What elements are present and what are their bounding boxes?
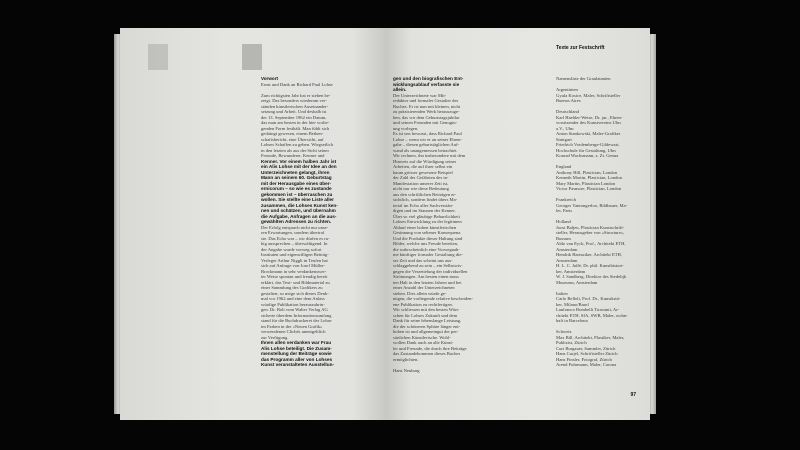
text-line: einer Sammlung des Grafikers zu (261, 285, 323, 290)
bold-text-line: zusammen, die Lohses Kunst ken- (261, 202, 338, 208)
text-line: der 13. September 1962 ein Datum, (261, 114, 327, 120)
bold-text-line: gewählten Adressen zu richten. (261, 219, 332, 224)
signature: Hans Neuburg (393, 367, 420, 373)
author-entry: Curt Burgauer, Sammler, Zürich (556, 345, 616, 351)
text-line: ter Weise spontan und freudig bereit (261, 274, 328, 279)
bold-text-line: nen und schätzen, und übernahm (261, 208, 336, 213)
author-entry: ker, Amsterdam (556, 268, 586, 274)
author-entry: ker, Milano/Basel (556, 301, 589, 307)
bold-text-line: Mann an seinem 60. Geburtstag (261, 175, 332, 180)
text-line: hoben ist und allgemeingut der per- (393, 329, 459, 334)
bold-text-line: gekommen ist – überraschen zu (261, 191, 333, 197)
author-entry: Carlo Belloli, Prof. Dr., Kunstkriti- (556, 296, 621, 301)
author-entry: Buenos Aires (556, 98, 581, 103)
vorwort-title: Vorwort (261, 76, 279, 81)
text-line: zeigt. Das besonders wiederum ver- (261, 98, 327, 103)
author-entry: chitekt ETH, SIA, SWB, Maler, wohn- (556, 312, 628, 318)
bold-text-line: die Aufgabe, Anfragen an die aus- (261, 213, 337, 219)
author-entry: Hendrik Hartsuiker, Architekt ETH, (556, 252, 623, 257)
middle-column (393, 76, 491, 373)
bold-text-line: ernicorum – so wie es zustande (261, 186, 332, 191)
text-line: mal vor 1962 und eine dem Anlass (261, 296, 325, 301)
country-heading: England (556, 164, 572, 169)
text-line: genden Form festhält. Man fühlt sich (261, 125, 330, 131)
author-entry: Konrad Wachsmann, z. Zt. Genua (556, 153, 619, 158)
text-line: ene Publikation zu rechtfertigen. (393, 301, 453, 307)
author-entry: Kenneth Martin, Plastician, London (556, 175, 622, 180)
page-number: 97 (630, 392, 636, 398)
text-line: sie. Das Echo war – wir dürfen es ru- (261, 235, 330, 241)
text-line: sich auf Anfrage von Josef Müller- (261, 263, 326, 268)
text-line: Der Erfolg entsprach nicht nur unse- (261, 224, 329, 230)
author-entry: Joost Baljeu, Plastician Kunstschrift- (556, 224, 625, 230)
author-entry: Karl Haehler-Weise, Dr. jur., Ehren- (556, 114, 623, 120)
text-line: Freunde, Bewunderer, Kenner und (261, 153, 325, 158)
text-line: ser Zeit und das scheint uns aus- (393, 257, 453, 263)
vorwort-column (261, 76, 357, 368)
text-line: ler und Freunde, die durch ihre Beiträge (393, 345, 467, 351)
text-line: gedrängt gewesen, einem Bethen- (261, 131, 324, 136)
author-entry: Gyula Kosice, Maler, Schriftsteller (556, 92, 621, 98)
bold-text-line: ein Alis Lohse mit der Idee an den (261, 164, 337, 169)
text-line: Lohses Entwicklung zu der legitimen (393, 219, 462, 224)
text-line: sicherte überdem Informationsumfang (261, 312, 332, 318)
text-line: verwendenen Clichés unentgeltlich (261, 329, 326, 334)
text-line: Zum richtigsten Jahr hat er stehen be- (261, 92, 331, 98)
bold-text-line: gen und den biografischen Ent- (393, 76, 464, 81)
text-line: setzung und Arbeit. Und deshalb ist (261, 109, 327, 114)
author-entry: ler, Paris (556, 208, 573, 213)
text-line: Verleger Arthur Niggli in Teufen hat (261, 257, 328, 263)
text-line: erklärt, das Text- und Bildmaterial zu (261, 279, 330, 285)
text-line: me künftiger formaler Gestaltung die- (393, 252, 463, 257)
text-line: nicht nur wie diese Bedeutung (393, 186, 449, 191)
country-heading: Frankreich (556, 197, 576, 202)
text-line: Wir schliessen mit den besten Wün- (393, 307, 460, 312)
text-line: und seinen Freunden mit Genugtu- (393, 120, 458, 125)
bold-text-line: menstellung der Beiträge sowie (261, 351, 332, 356)
text-line: Wir rechnen, ihn insbesondere mit dem (393, 153, 466, 158)
text-line: sönlichen Künstlerische. Wohl- (393, 334, 451, 340)
text-line: Brockmann in sehr verdankenswer- (261, 268, 327, 274)
author-entry: Arend Fuhrmann, Maler, Carona (556, 362, 617, 367)
author-entry: Mary Martin, Plastician London (556, 180, 616, 186)
author-entry: W. J. Sandberg, Direktor des Stedelijk (556, 274, 627, 279)
text-line: ten Halt in den letzten Jahren und bei (393, 279, 462, 285)
bold-text-line: Kunst veranstalteten Ausstellun- (261, 362, 335, 367)
text-line: der Angabe wurde vorweg sofort (261, 246, 322, 252)
left-page (120, 28, 385, 420)
author-entry: Aldo van Eyck, Prof., Architekt ETH, (556, 241, 626, 246)
text-line: nügen, die vorliegende relative bescheiden- (393, 296, 473, 301)
author-entry: Victor Pasmore, Plastician, London (556, 186, 622, 191)
text-line: redaktor und formaler Gestalter des (393, 98, 459, 103)
author-entry: Georges Vantongerloo, Bildhauer, Ma- (556, 202, 628, 208)
bold-text-line: Alis Lohse beteiligt. Die Zusam- (261, 345, 332, 351)
text-line: einer Anzahl der Unterzeichneten (393, 285, 455, 290)
author-entry: Publizist, Zürich (556, 340, 587, 345)
text-line: zu präzisierenden Werk herauszuge- (393, 109, 460, 114)
author-entry: vorsitzender des Kunstvereins Ulm (556, 120, 621, 125)
text-line: ben, das wir dem Geburtstagsjubilar (393, 114, 460, 120)
text-line: digen und im Staunen der Kenner. (393, 208, 456, 213)
country-heading: Argentinien (556, 87, 578, 92)
bold-text-line: Kenner. Vor einem halben Jahr ist (261, 158, 337, 164)
text-line: gabe – diesen geburtstäglichen Auf- (393, 142, 460, 147)
text-line: zur Verfügung. (261, 334, 289, 340)
open-book (120, 28, 650, 420)
country-heading: Holland (556, 219, 571, 224)
bold-text-line: wollen. Sie stellte eine Liste aller (261, 197, 334, 202)
text-line: ung vorlegen. (393, 125, 419, 131)
text-line: gen. Dr. Bolt vom Walter Verlag AG (261, 307, 328, 312)
country-heading: Deutschland (556, 109, 579, 114)
authors-column (556, 76, 646, 368)
author-entry: haft in Barcelona (556, 318, 588, 323)
text-line: Lohses Schaffen zu geben. Wiegsetlich (261, 142, 333, 147)
author-entry: Bussum (556, 235, 571, 241)
author-entry: Hans Curjel, Schriftsteller Zürich (556, 351, 618, 356)
text-line: schen für Lohses Zukunft und dem (393, 312, 458, 318)
authors-title: Namensliste der Graulatanten (556, 76, 611, 81)
text-line: Dank für seine lebenslange Leistung, (393, 318, 462, 323)
faded-image-thumbnail (148, 44, 168, 70)
author-entry: Museums, Amsterdam (556, 279, 598, 285)
author-entry: Friedrich Vordemberge-Gildewart, (556, 142, 620, 147)
vorwort-byline: Ernst und Dank an Richard Paul Lohse (261, 81, 333, 87)
text-line: ständen künstlerischen Auseinander- (261, 103, 329, 109)
text-line: ermöglichten. (393, 356, 419, 362)
author-entry: Stuttgart (556, 136, 572, 142)
bold-text-line: Unterzeichneten gelangt, ihren (261, 169, 330, 175)
country-heading: Italien (556, 290, 568, 296)
text-line: ren Erwartungen, sondern übertraf (261, 230, 325, 235)
author-entry: a.V., Ulm (556, 125, 574, 131)
author-entry: Amsterdam (556, 257, 578, 263)
author-entry: Hans Finsler, Fotograf, Zürich (556, 356, 612, 362)
author-entry: Anthony Hill, Plastician, London (556, 169, 618, 175)
text-line: schlaggebend zu sein – ein Selbstwis- (393, 263, 463, 268)
bold-text-line: mit der Herausgabe eines über- (261, 180, 332, 186)
text-line: Instituten und eigenwilligen Beiträg- (261, 252, 329, 257)
text-line: schaftsbericht, eine Übersicht, auf (261, 136, 324, 142)
text-line: in den letzten als aus der Sicht seiner (261, 147, 329, 153)
text-line: würdige Publikation herauszubrin- (261, 301, 325, 307)
text-line: die der schöneren Sphäre länger ent- (393, 323, 461, 329)
text-line: Arbeiten, die auf ihrer selbst ein (393, 164, 453, 169)
text-line: Und die Produkte dieser Haltung sind (393, 235, 463, 241)
author-entry: Amsterdam (556, 246, 578, 252)
text-line: Strömungen. Am besten einen muss (393, 274, 459, 279)
text-line: Bilder, welche uns Freude bereiten, (393, 241, 459, 246)
faded-portrait-thumbnail (242, 44, 262, 70)
bold-text-line: das Programm aller von Lohses (261, 356, 333, 362)
text-line: gegen die Verzettelung der individuellen (393, 268, 468, 274)
author-entry: Anton Stankowski, Maler-Grafiker (556, 131, 621, 136)
text-line: kaum grösser gewesene Beispiel (393, 169, 453, 175)
author-entry: H. L. C. Jaffé, Dr. phil. Kunsthistori- (556, 263, 624, 268)
author-entry: Max Bill, Architekt, Plastiker, Maler, (556, 334, 625, 340)
text-line: der Zahl der Gefährten des in- (393, 175, 449, 180)
text-line: Der Unterzeichnete war Mit- (393, 92, 447, 98)
text-line: Es ist uns bewusst, dass Richard Paul (393, 131, 462, 136)
text-line: aus den schriftlichen Beiträgen er- (393, 191, 457, 197)
text-line: das man am besten in der hier vorlie- (261, 120, 330, 125)
text-line: wollen Dank auch an alle Künst- (393, 340, 454, 345)
bold-text-line: Ihnen allen verdanken war Frau (261, 340, 332, 345)
text-line: stand für die Buchdruckerei der Lohse (261, 318, 332, 323)
text-line: wand als unangemessen betrachtet. (393, 147, 458, 153)
text-line: sichtlich, sondern findet übers Ma- (393, 197, 458, 202)
text-line: Buches. Er ist nun mit kleinen, nicht (393, 103, 461, 109)
text-line: hig aussprechen – überwältigend. In (261, 241, 328, 246)
text-line: gestalten; so möge sich dieses Denk- (261, 290, 329, 296)
text-line: Gesinnung von seltener Konsequenz. (393, 230, 462, 235)
text-line: Manifestation unserer Zeit ist, (393, 180, 449, 186)
text-line: Ablauf einer hohen künstlerischen (393, 224, 457, 230)
author-entry: Lanfranco Bombelli Tiravanti, Ar- (556, 307, 620, 312)
page-header: Texte zur Festschrift (556, 45, 605, 51)
text-line: Lohse – wenn wir er an seiner Ehren- (393, 136, 463, 142)
text-line: im Farben in der «Neuen Grafik» (261, 323, 323, 329)
bold-text-line: wicklungsablauf verfasste sie (393, 81, 460, 87)
country-heading: Schweiz (556, 329, 572, 334)
text-line: terial im Echo aller Sachverstän- (393, 202, 454, 208)
bold-text-line: allein. (393, 87, 407, 92)
author-entry: steller, Herausgeber von «Structure», (556, 230, 625, 235)
text-line: Über so viel gläubige Beharrlichkeit (393, 213, 460, 219)
text-line: die wahrscheinlich eine Vorwegnah- (393, 246, 460, 252)
author-entry: Hochschule für Gestaltung, Ulm (556, 147, 616, 153)
text-line: das Zustandekommen dieses Buches (393, 351, 461, 356)
text-line: Hinweis auf die Würdigung seiner (393, 158, 457, 164)
right-page (385, 28, 650, 420)
text-line: stehen. Dies allein würde ge- (393, 290, 447, 296)
